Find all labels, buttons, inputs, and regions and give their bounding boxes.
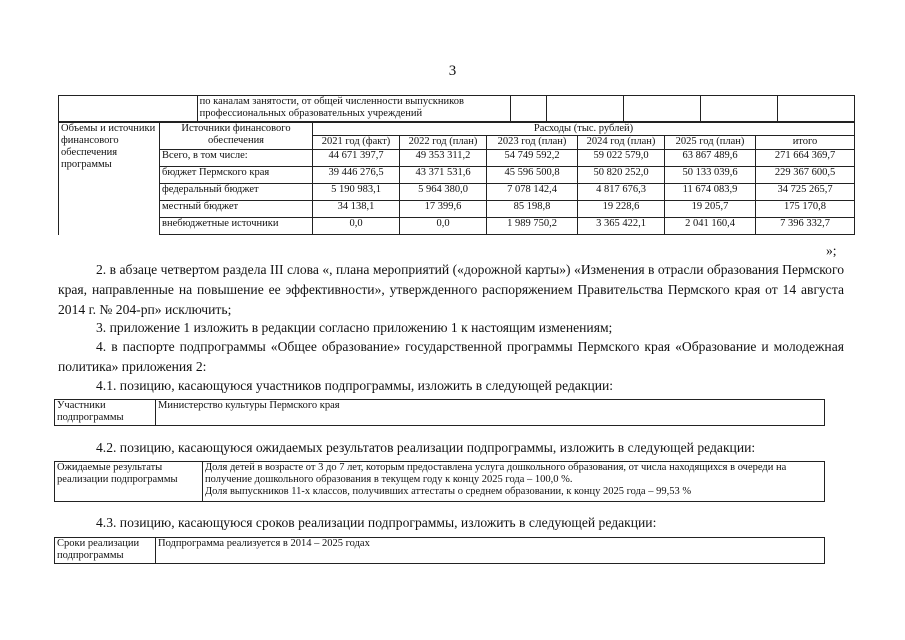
paragraph-4-3: 4.3. позицию, касающуюся сроков реализации подпрограммы, изложить в следующей редакции: [96, 515, 657, 530]
table-cell: 229 367 600,5 [756, 167, 855, 184]
expenses-header: Расходы (тыс. рублей) [313, 123, 855, 136]
financing-row-label: Объемы и источники финансового обеспечения программы [59, 123, 160, 235]
source-label: Всего, в том числе: [160, 150, 313, 167]
table-row [59, 184, 855, 201]
terms-value: Подпрограмма реализуется в 2014 – 2025 годах [156, 538, 825, 564]
table-cell: 5 964 380,0 [400, 184, 487, 201]
table-cell: 7 078 142,4 [487, 184, 578, 201]
table-row [59, 201, 855, 218]
table-row [59, 150, 855, 167]
participants-table [54, 399, 825, 426]
table-cell: 271 664 369,7 [756, 150, 855, 167]
paragraph-4: 4. в паспорте подпрограммы «Общее образование» государственной программы Пермского края «Образование и молодежная политика» приложения 2: [58, 339, 844, 374]
table-row [59, 218, 855, 235]
table-cell: 19 228,6 [578, 201, 665, 218]
results-line-1: Доля детей в возрасте от 3 до 7 лет, которым предоставлена услуга дошкольного образования, от числа находящихся в очереди на получение дошкольного образования в текущем году к концу 2025 года – 100,0 %. [205, 462, 787, 485]
table-cell: 19 205,7 [665, 201, 756, 218]
terms-label: Сроки реализации подпрограммы [55, 538, 156, 564]
table-cell: 175 170,8 [756, 201, 855, 218]
table-cell: 0,0 [400, 218, 487, 235]
results-line-2: Доля выпускников 11-х классов, получивших аттестаты о среднем образовании, к концу 2025 года – 99,53 % [205, 486, 692, 497]
col-header: 2024 год (план) [578, 136, 665, 150]
table-cell: 54 749 592,2 [487, 150, 578, 167]
table-cell: 5 190 983,1 [313, 184, 400, 201]
source-label: внебюджетные источники [160, 218, 313, 235]
table-cell: 17 399,6 [400, 201, 487, 218]
table-cell: 50 820 252,0 [578, 167, 665, 184]
financing-table [58, 122, 855, 235]
page-number: 3 [448, 63, 457, 79]
table-cell: 2 041 160,4 [665, 218, 756, 235]
col-header: 2021 год (факт) [313, 136, 400, 150]
paragraph-3: 3. приложение 1 изложить в редакции согласно приложению 1 к настоящим изменениям; [96, 320, 613, 335]
sources-header: Источники финансового обеспечения [160, 123, 313, 150]
participants-value: Министерство культуры Пермского края [156, 400, 825, 426]
continuation-table [58, 95, 855, 122]
paragraph-4-2: 4.2. позицию, касающуюся ожидаемых результатов реализации подпрограммы, изложить в следующей редакции: [96, 440, 756, 455]
table-cell: 63 867 489,6 [665, 150, 756, 167]
terms-table [54, 537, 825, 564]
table-cell: 45 596 500,8 [487, 167, 578, 184]
table-cell: 0,0 [313, 218, 400, 235]
paragraph-2: 2. в абзаце четвертом раздела III слова «, плана мероприятий («дорожной карты») «Изменения в отрасли образования Пермского края, направленные на повышение ее эффективности», утвержденного распоряжением Правительства Пермского края от 14 августа 2014 г. № 204-рп» исключить; [58, 262, 844, 317]
table-cell: 39 446 276,5 [313, 167, 400, 184]
table-cell: 4 817 676,3 [578, 184, 665, 201]
col-header: 2025 год (план) [665, 136, 756, 150]
col-header: 2023 год (план) [487, 136, 578, 150]
results-table [54, 461, 825, 502]
table-cell: 49 353 311,2 [400, 150, 487, 167]
continuation-text: по каналам занятости, от общей численности выпускников профессиональных образовательных учреждений [197, 96, 510, 122]
table-cell: 50 133 039,6 [665, 167, 756, 184]
table-cell: 34 138,1 [313, 201, 400, 218]
table-cell: 85 198,8 [487, 201, 578, 218]
source-label: бюджет Пермского края [160, 167, 313, 184]
table-cell: 11 674 083,9 [665, 184, 756, 201]
table-cell: 7 396 332,7 [756, 218, 855, 235]
closing-mark: »; [826, 243, 837, 258]
table-cell: 44 671 397,7 [313, 150, 400, 167]
source-label: местный бюджет [160, 201, 313, 218]
table-cell: 59 022 579,0 [578, 150, 665, 167]
col-header: 2022 год (план) [400, 136, 487, 150]
participants-label: Участники подпрограммы [55, 400, 156, 426]
table-row [59, 167, 855, 184]
col-header: итого [756, 136, 855, 150]
table-cell: 1 989 750,2 [487, 218, 578, 235]
source-label: федеральный бюджет [160, 184, 313, 201]
results-label: Ожидаемые результаты реализации подпрограммы [55, 462, 203, 502]
table-cell: 43 371 531,6 [400, 167, 487, 184]
table-cell: 3 365 422,1 [578, 218, 665, 235]
paragraph-4-1: 4.1. позицию, касающуюся участников подпрограммы, изложить в следующей редакции: [96, 378, 614, 393]
table-cell: 34 725 265,7 [756, 184, 855, 201]
